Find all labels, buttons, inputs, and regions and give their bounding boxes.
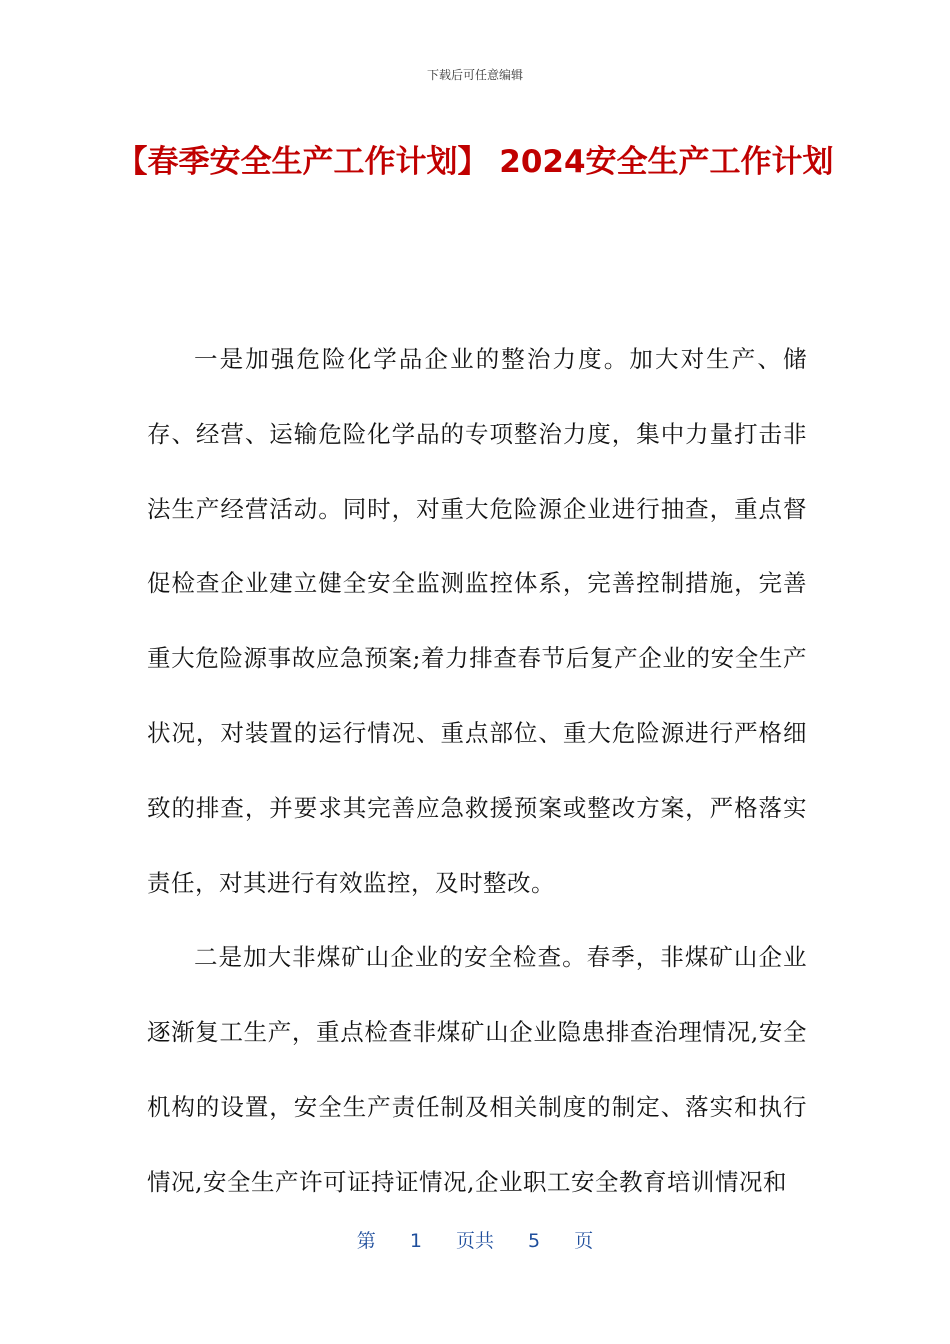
footer-total-pages: 5 <box>528 1230 541 1252</box>
document-body <box>147 322 807 1220</box>
document-title: 【春季安全生产工作计划】 2024安全生产工作计划 <box>116 144 834 180</box>
footer-middle: 页共 <box>455 1230 494 1252</box>
footer-suffix: 页 <box>574 1230 594 1252</box>
page-header-note: 下载后可任意编辑 <box>426 68 523 82</box>
paragraph-2: 二是加大非煤矿山企业的安全检查。春季，非煤矿山企业逐渐复工生产，重点检查非煤矿山企业隐患排查治理情况,安全机构的设置，安全生产责任制及相关制度的制定、落实和执行情况,安全生产许可证持证情况,企业职工安全教育培训情况和 <box>147 943 807 1196</box>
footer-current-page: 1 <box>409 1230 422 1252</box>
page-footer <box>0 1226 950 1253</box>
paragraph-1: 一是加强危险化学品企业的整治力度。加大对生产、储存、经营、运输危险化学品的专项整治力度，集中力量打击非法生产经营活动。同时，对重大危险源企业进行抽查，重点督促检查企业建立健全安全监测监控体系，完善控制措施，完善重大危险源事故应急预案;着力排查春节后复产企业的安全生产状况，对装置的运行情况、重点部位、重大危险源进行严格细致的排查，并要求其完善应急救援预案或整改方案，严格落实责任，对其进行有效监控，及时整改。 <box>147 345 807 897</box>
footer-prefix: 第 <box>356 1230 376 1252</box>
